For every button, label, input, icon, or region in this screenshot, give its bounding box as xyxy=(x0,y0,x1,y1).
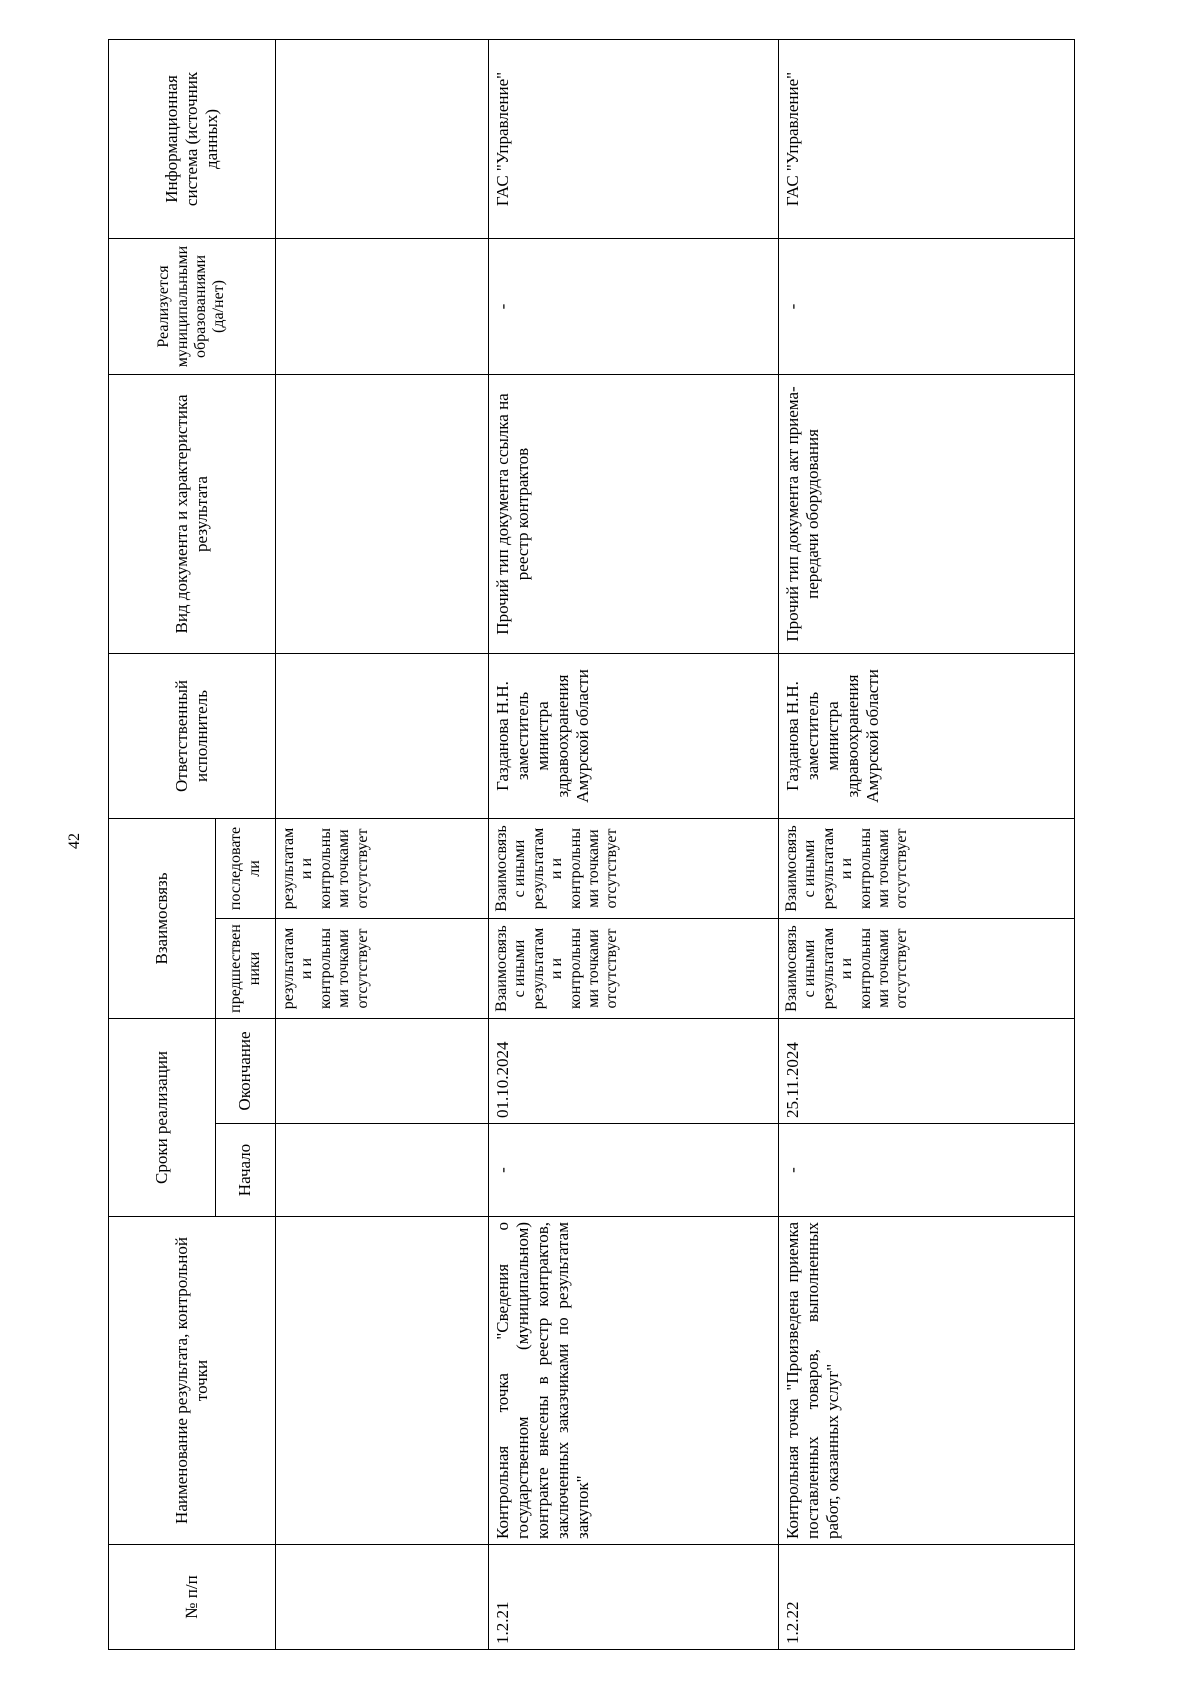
header-predecessors: предшественники xyxy=(216,919,276,1019)
cell-responsible: Газданова Н.Н. заместитель министра здравоохранения Амурской области xyxy=(779,653,1075,818)
header-responsible: Ответственный исполнитель xyxy=(109,653,276,818)
header-successors: последователи xyxy=(216,818,276,918)
cell-start: - xyxy=(779,1124,1075,1217)
cell-doc-type xyxy=(276,374,489,653)
table-row xyxy=(489,39,779,1649)
cell-successors: Взаимосвязь с иными результатами и контрольными точками отсутствует xyxy=(489,818,779,918)
cell-info-system xyxy=(276,39,489,238)
cell-doc-type: Прочий тип документа ссылка на реестр контрактов xyxy=(489,374,779,653)
header-doc-type: Вид документа и характеристика результата xyxy=(109,374,276,653)
control-points-table xyxy=(108,39,1075,1650)
rotated-page xyxy=(108,40,1074,1650)
cell-municipal: - xyxy=(779,238,1075,374)
header-relation: Взаимосвязь xyxy=(109,818,216,1018)
header-num: № п/п xyxy=(109,1545,276,1650)
cell-predecessors: Взаимосвязь с иными результатами и контрольными точками отсутствует xyxy=(489,919,779,1019)
header-info-system: Информационная система (источник данных) xyxy=(109,39,276,238)
cell-name: Контрольная точка "Сведения о государственном (муниципальном) контракте внесены в реестр контрактов, заключенных заказчиками по результатам закупок" xyxy=(489,1217,779,1545)
cell-name: Контрольная точка "Произведена приемка поставленных товаров, выполненных работ, оказанных услуг" xyxy=(779,1217,1075,1545)
cell-predecessors: Взаимосвязь с иными результатами и контрольными точками отсутствует xyxy=(779,919,1075,1019)
cell-name xyxy=(276,1217,489,1545)
cell-num: 1.2.21 xyxy=(489,1545,779,1650)
cell-doc-type: Прочий тип документа акт приема-передачи оборудования xyxy=(779,374,1075,653)
cell-end: 25.11.2024 xyxy=(779,1019,1075,1124)
cell-successors: результатами и контрольными точками отсутствует xyxy=(276,818,489,918)
header-start: Начало xyxy=(216,1124,276,1217)
table-row-continuation xyxy=(276,39,489,1649)
cell-info-system: ГАС "Управление" xyxy=(489,39,779,238)
cell-end: 01.10.2024 xyxy=(489,1019,779,1124)
header-end: Окончание xyxy=(216,1019,276,1124)
cell-end xyxy=(276,1019,489,1124)
cell-responsible xyxy=(276,653,489,818)
table-row xyxy=(779,39,1075,1649)
header-terms: Сроки реализации xyxy=(109,1019,216,1217)
cell-start xyxy=(276,1124,489,1217)
cell-predecessors: результатами и контрольными точками отсутствует xyxy=(276,919,489,1019)
header-municipal: Реализуется муниципальными образованиями (да/нет) xyxy=(109,238,276,374)
cell-successors: Взаимосвязь с иными результатами и контрольными точками отсутствует xyxy=(779,818,1075,918)
cell-responsible: Газданова Н.Н. заместитель министра здравоохранения Амурской области xyxy=(489,653,779,818)
page-number: 42 xyxy=(66,833,83,849)
header-name: Наименование результата, контрольной точки xyxy=(109,1217,276,1545)
cell-num xyxy=(276,1545,489,1650)
cell-num: 1.2.22 xyxy=(779,1545,1075,1650)
cell-municipal: - xyxy=(489,238,779,374)
cell-municipal xyxy=(276,238,489,374)
cell-info-system: ГАС "Управление" xyxy=(779,39,1075,238)
cell-start: - xyxy=(489,1124,779,1217)
